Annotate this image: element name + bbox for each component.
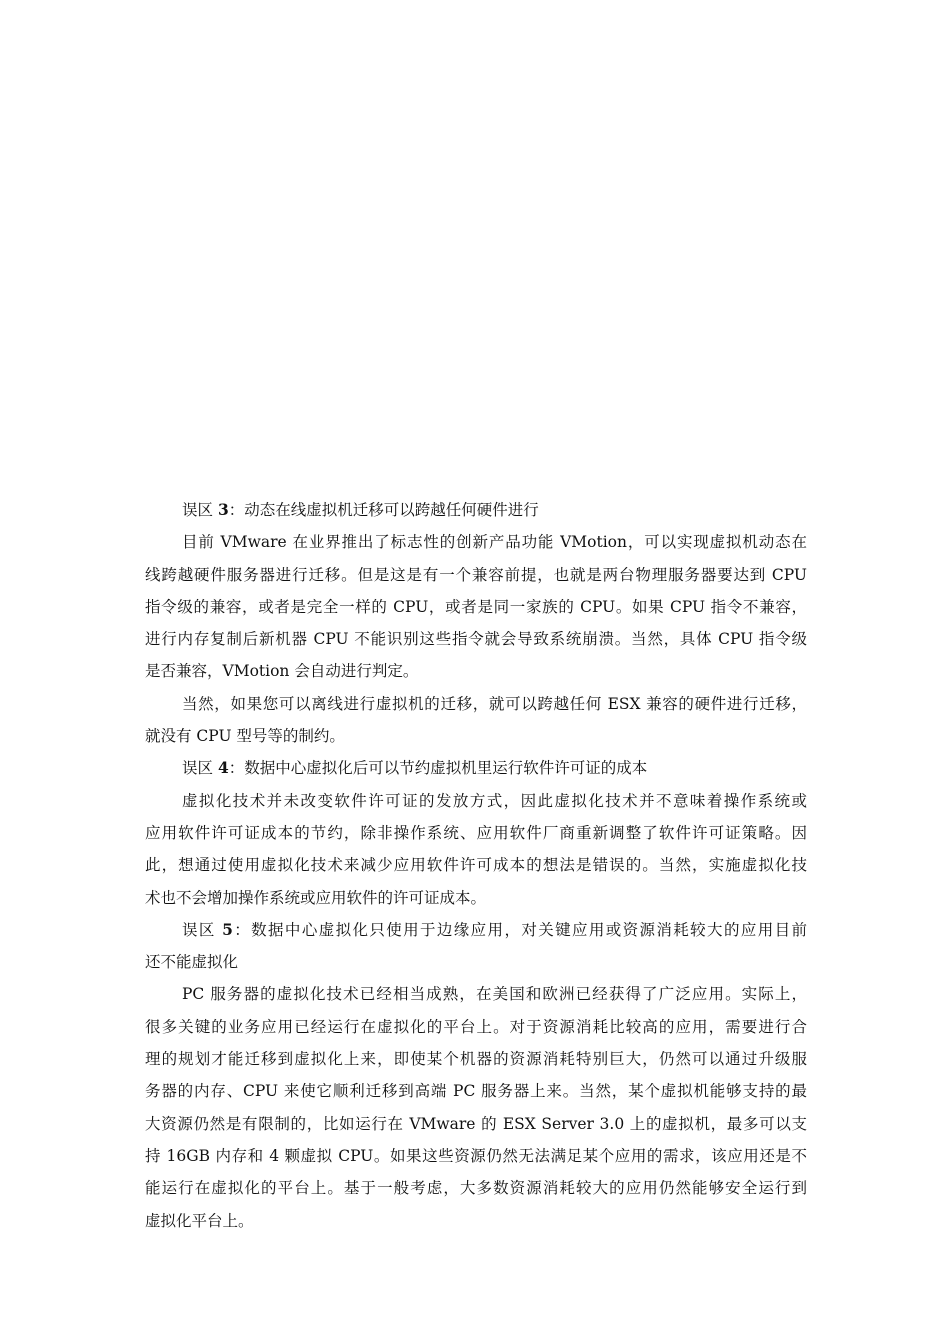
paragraph-line: 虚拟化技术并未改变软件许可证的发放方式，因此虚拟化技术并不意味着操作系统或 [182,791,807,810]
paragraph-line: 持 16GB 内存和 4 颗虚拟 CPU。如果这些资源仍然无法满足某个应用的需求，该应用还是不 [145,1146,807,1165]
paragraph-line: 虚拟化平台上。 [145,1211,254,1230]
paragraph-line: 当然，如果您可以离线进行虚拟机的迁移，就可以跨越任何 ESX 兼容的硬件进行迁移， [182,694,807,713]
paragraph-line: 线跨越硬件服务器进行迁移。但是这是有一个兼容前提，也就是两台物理服务器要达到 CPU [145,565,807,584]
paragraph-line: 理的规划才能迁移到虚拟化上来，即使某个机器的资源消耗特别巨大，仍然可以通过升级服 [145,1050,807,1069]
paragraph-line: 就没有 CPU 型号等的制约。 [145,727,345,746]
heading-prefix: 误区 [182,920,223,939]
heading-prefix: 误区 [182,759,218,778]
paragraph-line: 很多关键的业务应用已经运行在虚拟化的平台上。对于资源消耗比较高的应用，需要进行合 [145,1017,807,1036]
paragraph-line: 此，想通过使用虚拟化技术来减少应用软件许可成本的想法是错误的。当然，实施虚拟化技 [145,856,807,875]
heading-continuation: 还不能虚拟化 [145,953,239,972]
paragraph-line: 术也不会增加操作系统或应用软件的许可证成本。 [145,888,487,907]
paragraph-line: 务器的内存、CPU 来使它顺利迁移到高端 PC 服务器上来。当然，某个虚拟机能够支持的最 [145,1082,807,1101]
heading-text: ：动态在线虚拟机迁移可以跨越任何硬件进行 [228,501,539,519]
document-body [145,494,807,1237]
paragraph-line: 是否兼容，VMotion 会自动进行判定。 [145,662,419,681]
paragraph-line: 目前 VMware 在业界推出了标志性的创新产品功能 VMotion，可以实现虚拟机动态在 [182,533,807,552]
paragraph-line: PC 服务器的虚拟化技术已经相当成熟，在美国和欧洲已经获得了广泛应用。实际上， [182,985,807,1004]
heading-number: 4 [217,758,229,778]
heading-text: ：数据中心虚拟化只使用于边缘应用，对关键应用或资源消耗较大的应用目前 [232,920,807,939]
heading-text: ：数据中心虚拟化后可以节约虚拟机里运行软件许可证的成本 [228,759,648,778]
heading-prefix: 误区 [182,501,218,519]
paragraph-line: 大资源仍然是有限制的，比如运行在 VMware 的 ESX Server 3.0 上的虚拟机，最多可以支 [145,1114,807,1133]
heading-number: 3 [217,500,229,519]
section-heading-5 [145,914,807,946]
paragraph-line: 进行内存复制后新机器 CPU 不能识别这些指令就会导致系统崩溃。当然，具体 CPU 指令级 [145,630,807,649]
paragraph-line: 能运行在虚拟化的平台上。基于一般考虑，大多数资源消耗较大的应用仍然能够安全运行到 [145,1179,807,1198]
heading-number: 5 [222,919,233,939]
paragraph-line: 指令级的兼容，或者是完全一样的 CPU，或者是同一家族的 CPU。如果 CPU 指令不兼容， [145,597,807,616]
section-heading-4 [145,752,807,784]
paragraph-line: 应用软件许可证成本的节约，除非操作系统、应用软件厂商重新调整了软件许可证策略。因 [145,823,807,842]
section-heading-3 [145,494,807,526]
